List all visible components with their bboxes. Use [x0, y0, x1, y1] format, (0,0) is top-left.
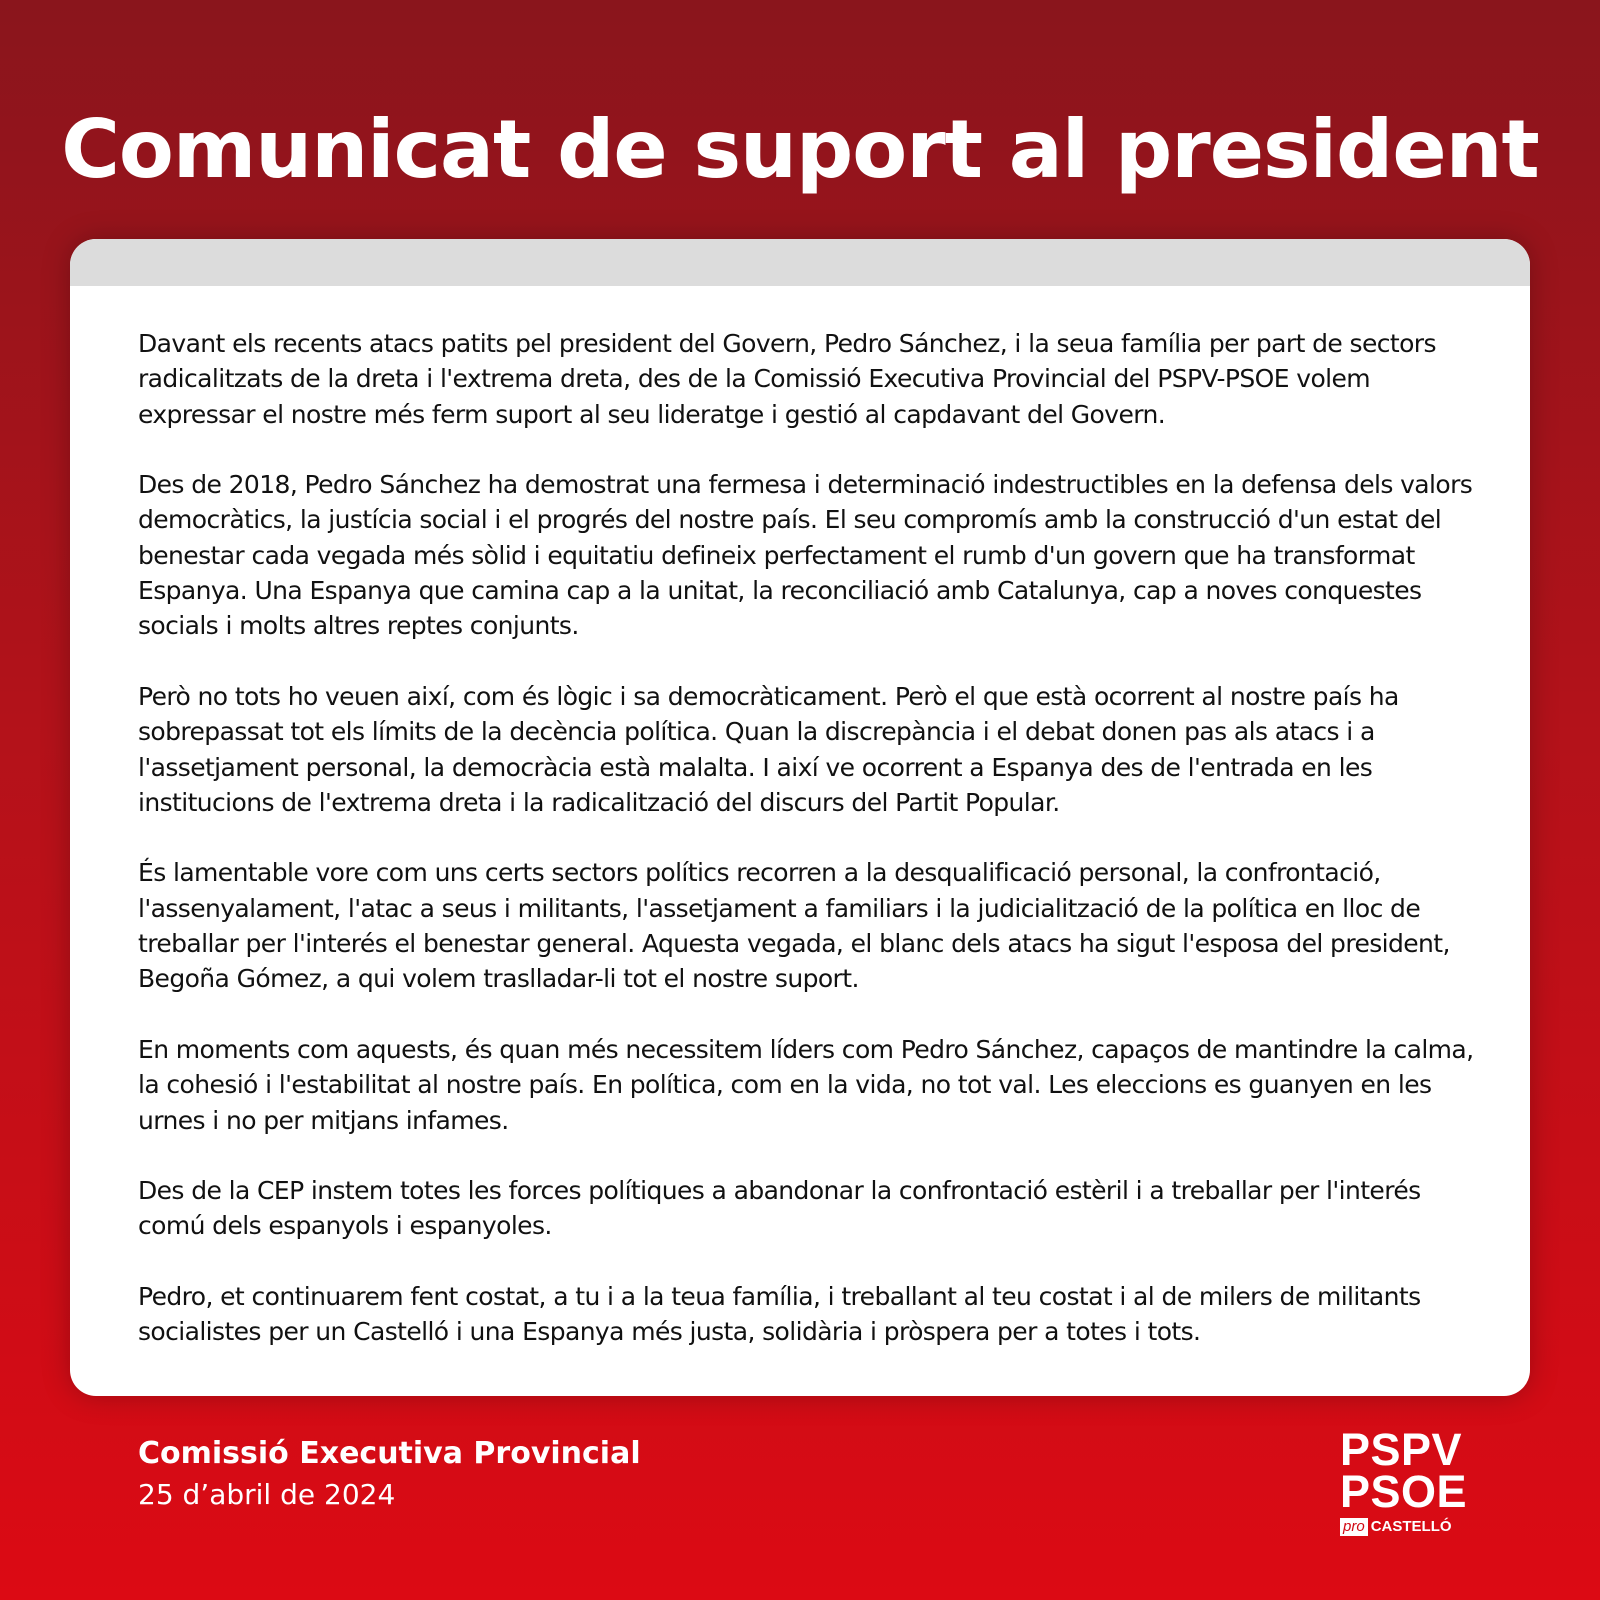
statement-card [70, 239, 1530, 1396]
logo-subtitle [1340, 1518, 1452, 1536]
card-header-band [70, 239, 1530, 286]
statement-paragraph-3: Però no tots ho veuen així, com és lògic i sa democràticament. Però el que està ocorrent al nostre país ha sobrepassat tot els límits de la decència política. Quan la discrepància i el debat donen pas als atacs i a l'assetjament personal, la democràcia està malalta. I així ve ocorrent a Espanya des de l'entrada en les institucions de l'extrema dreta i la radicalització del discurs del Partit Popular. [138, 681, 1399, 817]
statement-paragraph-2: Des de 2018, Pedro Sánchez ha demostrat una fermesa i determinació indestructibles en la defensa dels valors democràtics, la justícia social i el progrés del nostre país. El seu compromís amb la construcció d'un estat del benestar cada vegada més sòlid i equitatiu defineix perfectament el rumb d'un govern que ha transformat Espanya. Una Espanya que camina cap a la unitat, la reconciliació amb Catalunya, cap a noves conquestes socials i molts altres reptes conjunts. [138, 470, 1473, 641]
statement-paragraph-4: És lamentable vore com uns certs sectors polítics recorren a la desqualificació personal, la confrontació, l'assenyalament, l'atac a seus i militants, l'assetjament a familiars i la judicialització de la política en lloc de treballar per l'interés el benestar general. Aquesta vegada, el blanc dels atacs ha sigut l'esposa del president, Begoña Gómez, a qui volem traslladar-li tot el nostre suport. [138, 858, 1450, 994]
pspv-psoe-castello-logo [1340, 1424, 1468, 1536]
statement-body [138, 326, 1488, 1350]
signature-date: 25 d’abril de 2024 [138, 1478, 396, 1511]
signature-organization: Comissió Executiva Provincial [138, 1436, 641, 1471]
statement-paragraph-5: En moments com aquests, és quan més necessitem líders com Pedro Sánchez, capaços de mantindre la calma, la cohesió i l'estabilitat al nostre país. En política, com en la vida, no tot val. Les eleccions es guanyen en les urnes i no per mitjans infames. [138, 1034, 1474, 1135]
logo-line-pspv: PSPV [1340, 1424, 1463, 1475]
logo-pro-tag: pro [1340, 1518, 1368, 1536]
logo-place: CASTELLÓ [1370, 1518, 1452, 1535]
page-title: Comunicat de suport al president [61, 103, 1539, 196]
statement-paragraph-7: Pedro, et continuarem fent costat, a tu i a la teua família, i treballant al teu costat i al de milers de militants socialistes per un Castelló i una Espanya més justa, solidària i pròspera per a totes i tots. [138, 1282, 1421, 1347]
logo-line-psoe: PSOE [1340, 1466, 1468, 1517]
statement-paragraph-1: Davant els recents atacs patits pel president del Govern, Pedro Sánchez, i la seua família per part de sectors radicalitzats de la dreta i l'extrema dreta, des de la Comissió Executiva Provincial del PSPV-PSOE volem expressar el nostre més ferm suport al seu lideratge i gestió al capdavant del Govern. [138, 329, 1436, 429]
statement-paragraph-6: Des de la CEP instem totes les forces polítiques a abandonar la confrontació estèril i a treballar per l'interés comú dels espanyols i espanyoles. [138, 1176, 1421, 1241]
